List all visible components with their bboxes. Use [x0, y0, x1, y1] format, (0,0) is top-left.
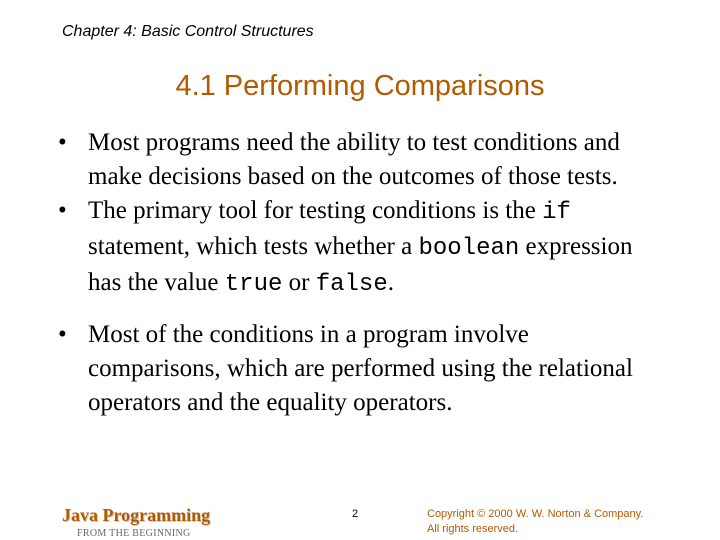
book-subtitle: FROM THE BEGINNING: [77, 528, 191, 539]
bullet-marker: •: [58, 321, 67, 348]
bullet-item: [58, 194, 658, 302]
bullet-item: [58, 318, 658, 420]
code-keyword-false: false: [315, 271, 388, 298]
page-number: 2: [352, 508, 359, 520]
bullet-text: Most of the conditions in a program involve comparisons, which are performed using the relational operators and the equality operators.: [88, 321, 633, 416]
bullet-text: The primary tool for testing conditions is the: [88, 197, 543, 224]
book-title: Java Programming: [62, 505, 211, 525]
bullet-text: statement, which tests whether a: [88, 233, 419, 260]
copyright-line: Copyright © 2000 W. W. Norton & Company.: [427, 508, 644, 520]
code-keyword-boolean: boolean: [418, 235, 520, 262]
bullet-marker: •: [58, 129, 67, 156]
bullet-text: or: [282, 269, 316, 296]
bullet-item: [58, 126, 658, 194]
book-logo: [62, 505, 210, 539]
copyright-notice: [427, 507, 643, 537]
bullet-text: Most programs need the ability to test conditions and make decisions based on the outcomes of those tests.: [88, 129, 620, 190]
bullet-list: [58, 126, 658, 420]
rights-line: All rights reserved.: [427, 523, 519, 535]
chapter-heading: Chapter 4: Basic Control Structures: [62, 23, 314, 40]
bullet-text: expression has the value: [88, 233, 633, 296]
bullet-marker: •: [58, 197, 67, 224]
bullet-text: .: [387, 269, 394, 296]
slide-title: 4.1 Performing Comparisons: [175, 70, 545, 102]
code-keyword-if: if: [542, 199, 571, 226]
code-keyword-true: true: [224, 271, 283, 298]
